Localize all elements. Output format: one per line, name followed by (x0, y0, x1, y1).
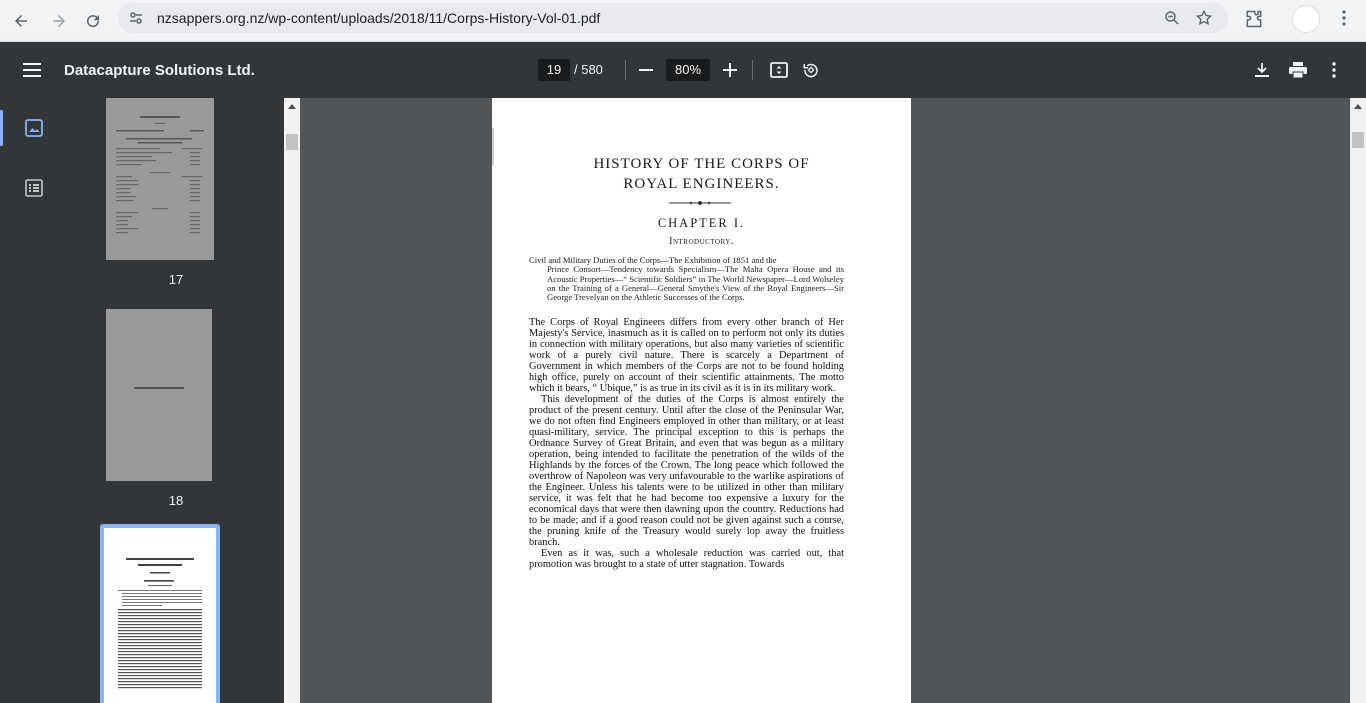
thumbnail-page[interactable] (106, 309, 212, 481)
body-paragraph: This development of the duties of the Corps is almost entirely the product of the present century. Until after the close of the Peninsular War, we do not often find Engineers employed in other than military, or at least quasi-military, service. The principal exception to this is perhaps the Ordnance Survey of Great Britain, and even that was begun as a military operation, being intended to facilitate the penetration of the wilds of the Highlands by the forces of the Crown. The long peace which followed the overthrow of Napoleon was very unfavourable to the warlike aspirations of the Engineer. Unless his talents were to be utilized in other than military service, it was felt that he had become too expensive a luxury for the economical days that were then dawning upon the country. Reductions had to be made; and if a good reason could not be given against such a course, the pruning knife of the Treasury would surely lop away the fruitless branch. (529, 394, 844, 548)
outline-icon[interactable] (0, 168, 68, 208)
thumbnail-scrollbar[interactable] (284, 98, 300, 703)
zoom-level-input[interactable]: 80% (666, 59, 710, 81)
thumbnail-label: 18 (168, 493, 184, 508)
pdf-toolbar (0, 42, 1366, 98)
main-scrollbar[interactable] (1350, 98, 1366, 703)
page-title-line1: HISTORY OF THE CORPS OF (593, 156, 810, 172)
pdf-viewer (300, 98, 1350, 703)
summary-line: Civil and Military Duties of the Corps—The Exhibition of 1851 and the (529, 255, 777, 265)
profile-avatar[interactable] (1292, 5, 1320, 33)
fit-page-icon[interactable] (768, 58, 790, 82)
thumbnail-label: 17 (168, 272, 184, 287)
toolbar-divider (752, 60, 753, 80)
thumbnail-panel (68, 98, 284, 703)
thumbnails-icon[interactable] (0, 108, 68, 148)
print-icon[interactable] (1286, 58, 1310, 82)
forward-icon[interactable] (44, 6, 74, 36)
more-vert-icon[interactable] (1334, 8, 1354, 28)
extensions-icon[interactable] (1243, 8, 1265, 30)
page-body (529, 317, 844, 570)
body-paragraph: Even as it was, such a wholesale reduction was carried out, that promotion was brought to a state of utter stagnation. Towards (529, 548, 844, 570)
toolbar-divider (625, 60, 626, 80)
address-bar[interactable] (118, 3, 1228, 33)
page-total: / 580 (574, 62, 603, 77)
thumbnail-page-selected[interactable] (100, 524, 220, 703)
page-number-input[interactable]: 19 (538, 59, 570, 81)
document-title: Datacapture Solutions Ltd. (64, 62, 255, 79)
reload-icon[interactable] (78, 6, 108, 36)
scroll-thumb[interactable] (286, 134, 298, 150)
scroll-up-arrow[interactable] (288, 104, 296, 109)
thumbnail-page[interactable] (106, 98, 214, 260)
pdf-more-icon[interactable] (1324, 58, 1344, 82)
summary-text: Prince Consort—Tendency towards Specialism—The Malta Opera House and its Acoustic Properties—“ Scientific Soldiers” in The World Newspaper—Lord Wolseley on the Training of a General—General Smythe's View of the Royal Engineers—Sir George Trevelyan on the Athletic Successes of the Corps. (547, 264, 844, 303)
chapter-summary (529, 256, 844, 302)
page-title-line2: ROYAL ENGINEERS. (623, 176, 780, 192)
back-icon[interactable] (6, 6, 36, 36)
bookmark-star-icon[interactable] (1194, 8, 1214, 28)
sidebar-rail (0, 98, 68, 703)
url-text[interactable]: nzsappers.org.nz/wp-content/uploads/2018/11/Corps-History-Vol-01.pdf (157, 10, 601, 26)
chapter-heading: CHAPTER I. (657, 216, 746, 230)
pdf-page (492, 98, 911, 703)
body-paragraph: The Corps of Royal Engineers differs from every other branch of Her Majesty's Service, inasmuch as it is called on to perform not only its duties in connection with military operations, but also many varieties of scientific work of a purely civil nature. There is scarcely a Department of Government in which members of the Corps are not to be found holding high office, purely on account of their scientific attainments. The motto which it bears, “ Ubique,” is as true in its civil as it is in its military work. (529, 317, 844, 394)
scroll-thumb[interactable] (1352, 132, 1364, 148)
zoom-icon[interactable] (1162, 8, 1182, 28)
chapter-subheading: Introductory. (669, 236, 734, 247)
browser-toolbar (0, 0, 1366, 42)
ornament-divider (667, 200, 733, 206)
site-info-icon[interactable] (128, 10, 144, 26)
download-icon[interactable] (1251, 58, 1273, 82)
zoom-in-icon[interactable] (720, 59, 740, 81)
zoom-out-icon[interactable] (636, 59, 656, 81)
rotate-icon[interactable] (800, 58, 822, 82)
scroll-up-arrow[interactable] (1354, 104, 1362, 109)
menu-icon[interactable] (20, 58, 44, 82)
